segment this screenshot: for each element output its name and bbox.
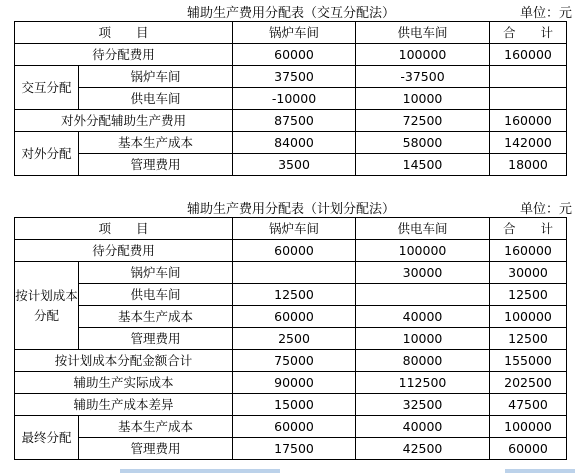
cell-boiler: 2500 [233, 328, 356, 350]
cell-total [490, 66, 567, 88]
row-label: 供电车间 [79, 88, 233, 110]
header-power: 供电车间 [356, 22, 490, 44]
header-boiler: 锅炉车间 [233, 22, 356, 44]
cell-total: 100000 [490, 306, 567, 328]
cell-total: 12500 [490, 284, 567, 306]
cell-power: 32500 [356, 394, 490, 416]
table-row [15, 416, 567, 438]
cell-power: 58000 [356, 132, 490, 154]
cell-boiler: 37500 [233, 66, 356, 88]
row-label: 基本生产成本 [79, 416, 233, 438]
cell-total: 60000 [490, 438, 567, 460]
cell-boiler: 17500 [233, 438, 356, 460]
table1 [14, 21, 567, 176]
header-boiler: 锅炉车间 [233, 218, 356, 240]
cell-power: 10000 [356, 88, 490, 110]
header-total: 合 计 [490, 218, 567, 240]
table-row [15, 154, 567, 176]
group-label: 最终分配 [15, 416, 79, 460]
header-total: 合 计 [490, 22, 567, 44]
table-row [15, 394, 567, 416]
cell-power: 112500 [356, 372, 490, 394]
cell-total: 30000 [490, 262, 567, 284]
row-label: 辅助生产实际成本 [15, 372, 233, 394]
group-label: 对外分配 [15, 132, 79, 176]
row-label: 待分配费用 [15, 44, 233, 66]
table-header-row [15, 218, 567, 240]
cell-boiler: 3500 [233, 154, 356, 176]
cell-total: 18000 [490, 154, 567, 176]
cell-total: 160000 [490, 240, 567, 262]
cell-total: 47500 [490, 394, 567, 416]
table-row [15, 110, 567, 132]
cell-total: 160000 [490, 44, 567, 66]
cell-total: 202500 [490, 372, 567, 394]
cell-boiler: 12500 [233, 284, 356, 306]
table1-title-row [0, 0, 582, 22]
header-item: 项 目 [15, 22, 233, 44]
cell-boiler: 90000 [233, 372, 356, 394]
row-label: 管理费用 [79, 438, 233, 460]
table-row [15, 438, 567, 460]
table-row [15, 306, 567, 328]
cell-total: 100000 [490, 416, 567, 438]
cell-boiler: 60000 [233, 240, 356, 262]
cell-boiler: 15000 [233, 394, 356, 416]
bottom-edge-bar-left [120, 469, 280, 473]
cell-total: 12500 [490, 328, 567, 350]
row-label: 辅助生产成本差异 [15, 394, 233, 416]
table1-section [0, 0, 582, 172]
cell-power: 72500 [356, 110, 490, 132]
cell-boiler: 60000 [233, 306, 356, 328]
header-power: 供电车间 [356, 218, 490, 240]
cell-total: 160000 [490, 110, 567, 132]
cell-boiler: 87500 [233, 110, 356, 132]
table-row [15, 240, 567, 262]
row-label: 锅炉车间 [79, 262, 233, 284]
row-label: 对外分配辅助生产费用 [15, 110, 233, 132]
group-label: 按计划成本分配 [15, 262, 79, 350]
cell-total: 142000 [490, 132, 567, 154]
cell-boiler: 75000 [233, 350, 356, 372]
cell-power: 30000 [356, 262, 490, 284]
table1-unit: 单位：元 [519, 6, 572, 21]
table-header-row [15, 22, 567, 44]
row-label: 管理费用 [79, 328, 233, 350]
cell-boiler [233, 262, 356, 284]
cell-power: 10000 [356, 328, 490, 350]
cell-total: 155000 [490, 350, 567, 372]
row-label: 待分配费用 [15, 240, 233, 262]
cell-boiler: 84000 [233, 132, 356, 154]
header-item: 项 目 [15, 218, 233, 240]
cell-boiler: 60000 [233, 416, 356, 438]
cell-power: 40000 [356, 306, 490, 328]
table1-title: 辅助生产费用分配表（交互分配法） [186, 6, 395, 21]
cell-power: 42500 [356, 438, 490, 460]
bottom-edge-bar-right [505, 469, 575, 473]
table2-section [0, 196, 582, 456]
cell-boiler: -10000 [233, 88, 356, 110]
row-label: 基本生产成本 [79, 132, 233, 154]
table-row [15, 372, 567, 394]
table-row [15, 44, 567, 66]
row-label: 管理费用 [79, 154, 233, 176]
cell-power: 80000 [356, 350, 490, 372]
cell-power: 40000 [356, 416, 490, 438]
table-row [15, 284, 567, 306]
table-row [15, 350, 567, 372]
table-row [15, 66, 567, 88]
cell-boiler: 60000 [233, 44, 356, 66]
row-label: 基本生产成本 [79, 306, 233, 328]
table2-title: 辅助生产费用分配表（计划分配法） [186, 202, 395, 217]
cell-total [490, 88, 567, 110]
group-label: 交互分配 [15, 66, 79, 110]
table-row [15, 328, 567, 350]
cell-power: 14500 [356, 154, 490, 176]
cell-power: 100000 [356, 44, 490, 66]
table2 [14, 217, 567, 460]
table-row [15, 262, 567, 284]
cell-power [356, 284, 490, 306]
table-row [15, 132, 567, 154]
table2-unit: 单位：元 [519, 202, 572, 217]
cell-power: -37500 [356, 66, 490, 88]
row-label: 锅炉车间 [79, 66, 233, 88]
row-label: 供电车间 [79, 284, 233, 306]
cell-power: 100000 [356, 240, 490, 262]
table2-title-row [0, 196, 582, 218]
table-row [15, 88, 567, 110]
row-label: 按计划成本分配金额合计 [15, 350, 233, 372]
